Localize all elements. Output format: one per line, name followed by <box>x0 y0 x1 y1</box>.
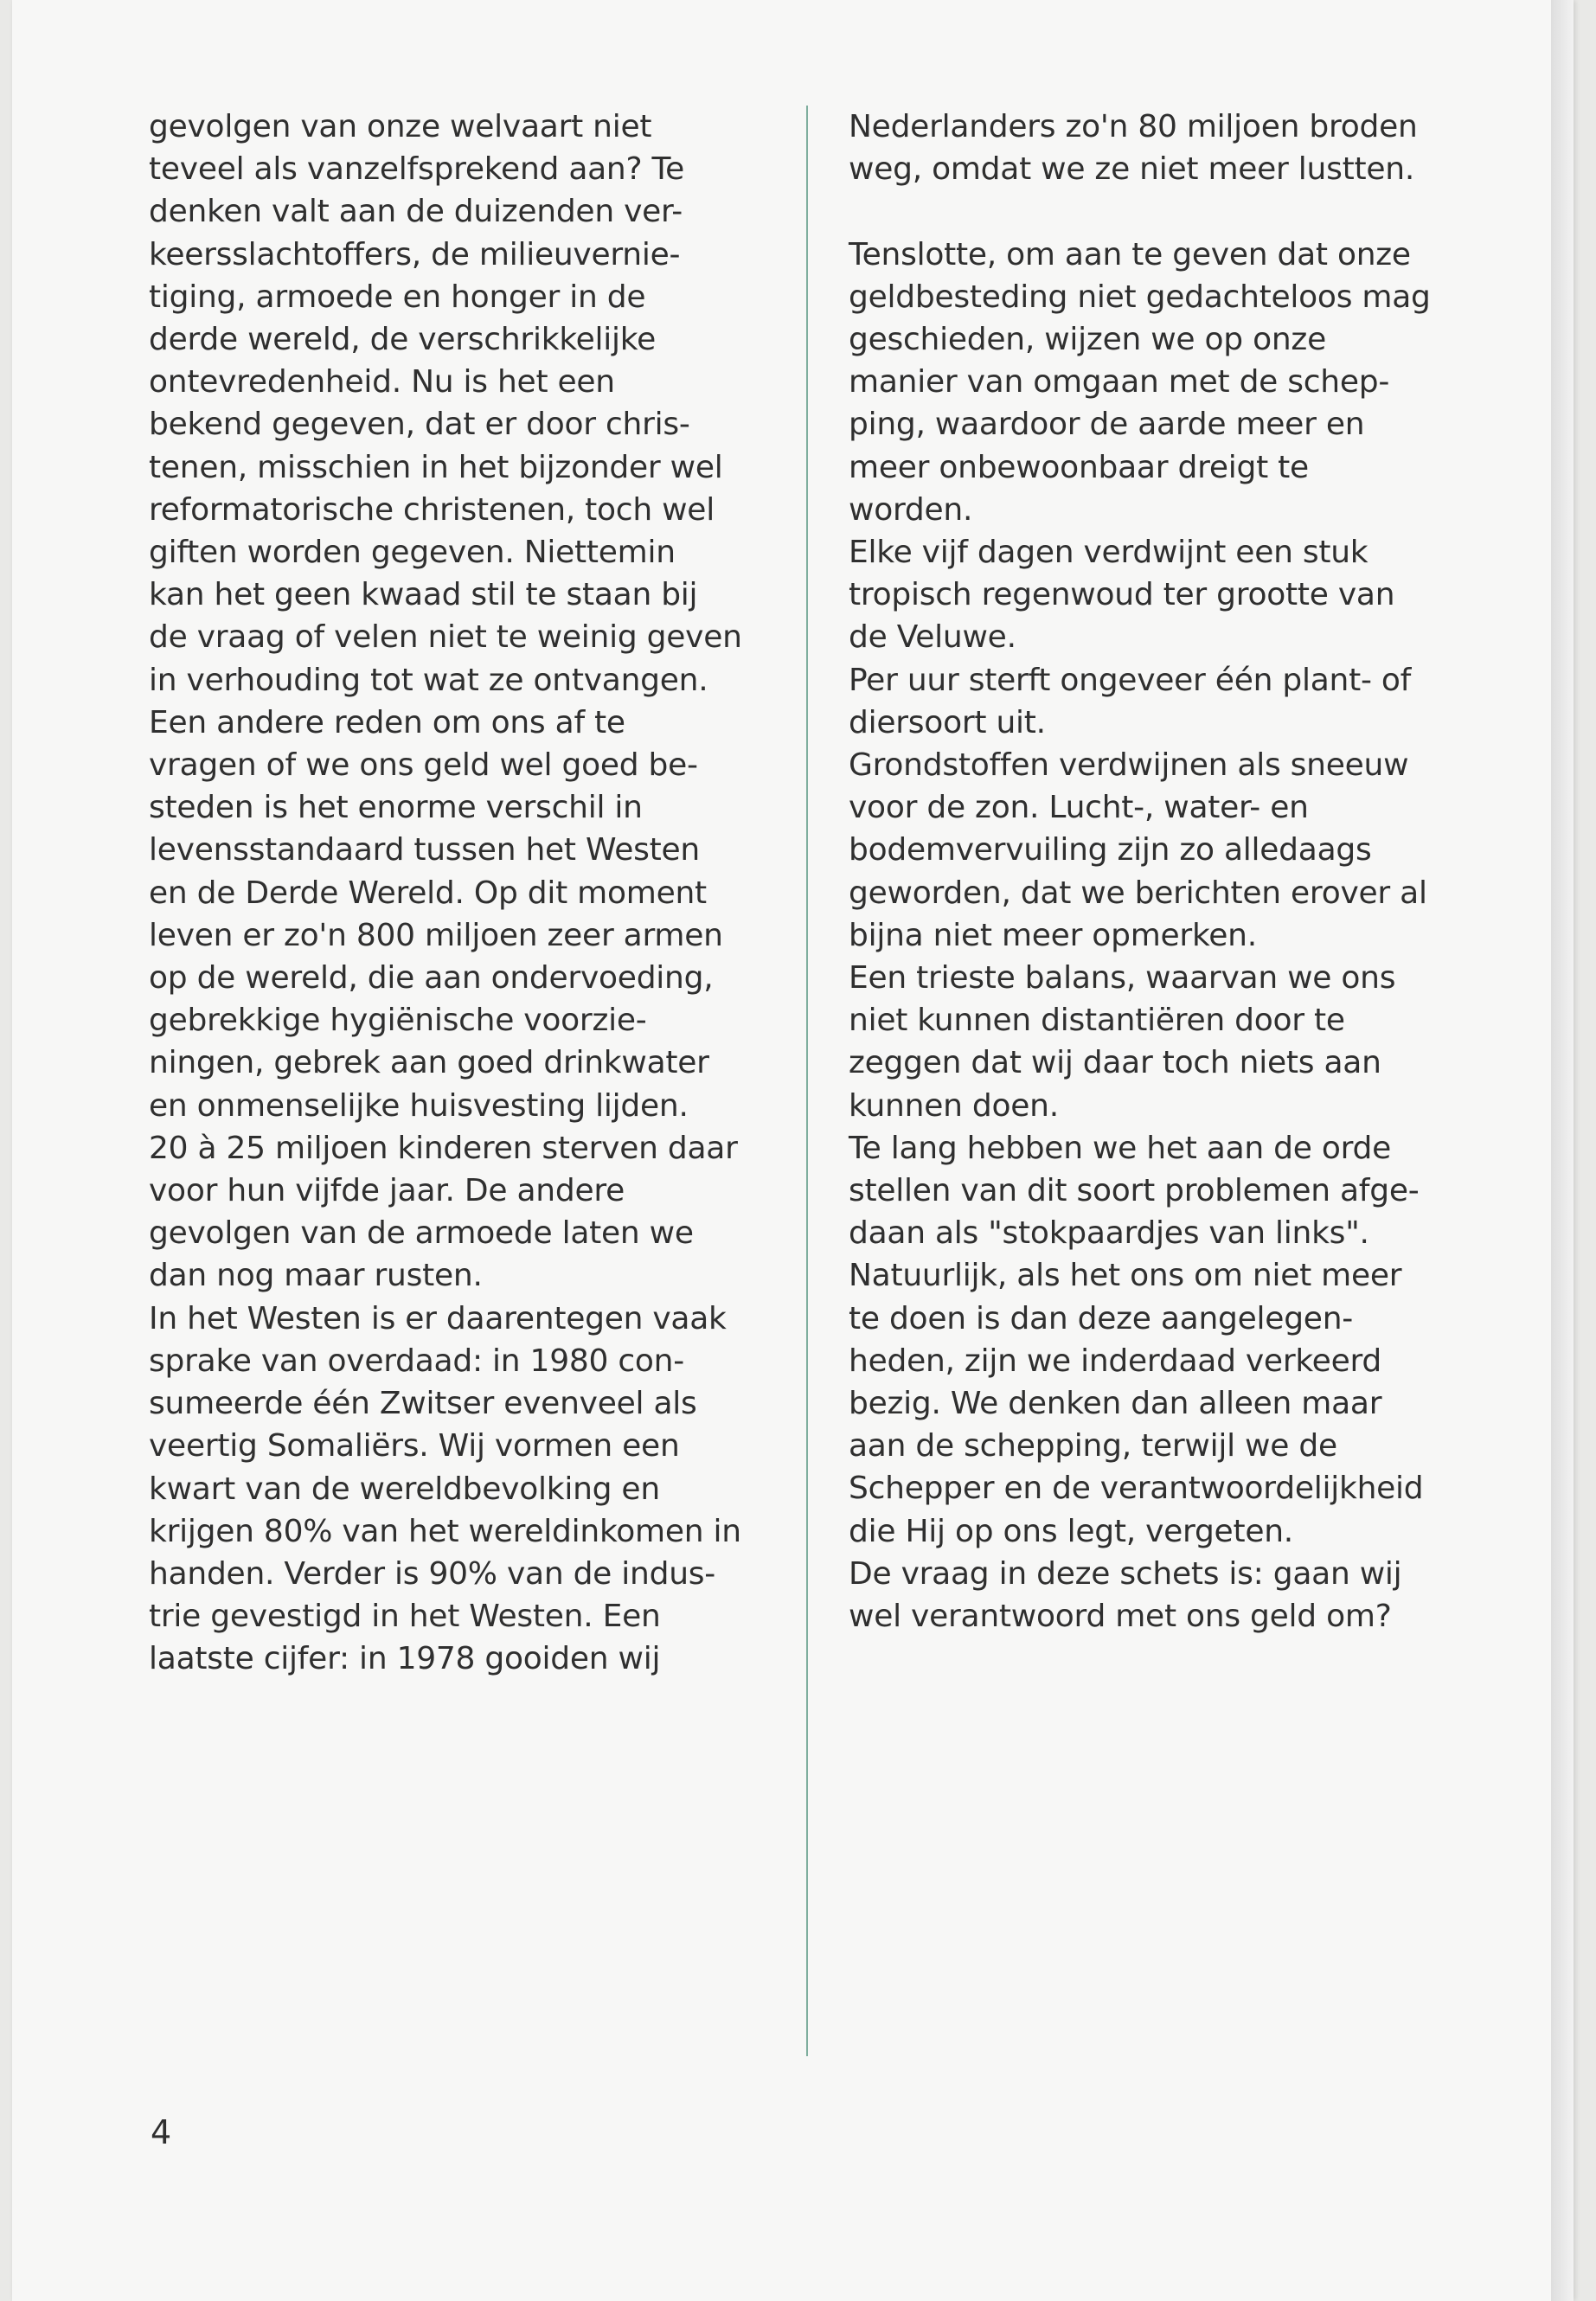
text-line: meer onbewoonbaar dreigt te <box>849 449 1309 485</box>
text-line: op de wereld, die aan ondervoeding, <box>149 960 714 997</box>
text-line: gevolgen van de armoede laten we <box>149 1215 694 1252</box>
text-line: heden, zijn we inderdaad verkeerd <box>849 1343 1382 1379</box>
text-line: aan de schepping, terwijl we de <box>849 1428 1337 1465</box>
text-line: niet kunnen distantiëren door te <box>849 1003 1345 1039</box>
text-line: bijna niet meer opmerken. <box>849 917 1257 953</box>
right-paragraph-top <box>849 106 1471 190</box>
text-line: teveel als vanzelfsprekend aan? Te <box>149 151 685 188</box>
text-line: voor de zon. Lucht-, water- en <box>849 790 1309 826</box>
text-line: sprake van overdaad: in 1980 con- <box>149 1343 684 1379</box>
text-line: de Veluwe. <box>849 619 1016 656</box>
text-line: gebrekkige hygiënische voorzie- <box>149 1003 647 1039</box>
text-line: gevolgen van onze welvaart niet <box>149 109 652 144</box>
text-line: denken valt aan de duizenden ver- <box>149 194 683 230</box>
page-edge <box>1551 0 1574 2301</box>
text-line: levensstandaard tussen het Westen <box>149 832 700 868</box>
text-line: wel verantwoord met ons geld om? <box>849 1599 1392 1635</box>
text-line: trie gevestigd in het Westen. Een <box>149 1599 661 1635</box>
text-line: kwart van de wereldbevolking en <box>149 1471 660 1507</box>
right-column <box>849 106 1471 1638</box>
text-line: krijgen 80% van het wereldinkomen in <box>149 1513 741 1549</box>
text-line: veertig Somaliërs. Wij vormen een <box>149 1428 680 1465</box>
text-line: tropisch regenwoud ter grootte van <box>849 577 1395 613</box>
text-line: ontevredenheid. Nu is het een <box>149 364 615 401</box>
text-line: Tenslotte, om aan te geven dat onze <box>849 236 1411 272</box>
text-line: Een andere reden om ons af te <box>149 704 625 740</box>
text-line: bekend gegeven, dat er door chris- <box>149 407 690 443</box>
text-line: tenen, misschien in het bijzonder wel <box>149 449 723 485</box>
text-line: giften worden gegeven. Niettemin <box>149 535 676 571</box>
text-line: laatste cijfer: in 1978 gooiden wij <box>149 1641 661 1677</box>
text-line: sumeerde één Zwitser evenveel als <box>149 1386 697 1422</box>
document-page <box>12 0 1574 2301</box>
text-line: geldbesteding niet gedachteloos mag <box>849 279 1431 315</box>
text-line: voor hun vijfde jaar. De andere <box>149 1173 625 1209</box>
text-line: in verhouding tot wat ze ontvangen. <box>149 662 708 698</box>
text-line: worden. <box>849 491 973 528</box>
right-paragraph-bottom <box>849 234 1471 1638</box>
text-line: geworden, dat we berichten erover al <box>849 875 1427 911</box>
text-line: tiging, armoede en honger in de <box>149 279 646 315</box>
text-line: vragen of we ons geld wel goed be- <box>149 747 698 784</box>
text-line: dan nog maar rusten. <box>149 1258 483 1294</box>
text-line: kunnen doen. <box>849 1087 1059 1124</box>
text-line: keersslachtoffers, de milieuvernie- <box>149 236 681 272</box>
text-line: Natuurlijk, als het ons om niet meer <box>849 1258 1402 1294</box>
text-line: stellen van dit soort problemen afge- <box>849 1173 1420 1209</box>
text-line: ningen, gebrek aan goed drinkwater <box>149 1045 709 1081</box>
text-line: kan het geen kwaad stil te staan bij <box>149 577 698 613</box>
text-line: reformatorische christenen, toch wel <box>149 491 715 528</box>
left-column <box>149 106 776 1681</box>
paragraph-gap <box>849 190 1471 233</box>
text-line: en onmenselijke huisvesting lijden. <box>149 1087 689 1124</box>
page-number: 4 <box>151 2113 172 2151</box>
text-line: bodemvervuiling zijn zo alledaags <box>849 832 1372 868</box>
text-line: steden is het enorme verschil in <box>149 790 643 826</box>
text-line: In het Westen is er daarentegen vaak <box>149 1300 727 1336</box>
text-line: Elke vijf dagen verdwijnt een stuk <box>849 535 1368 571</box>
text-line: diersoort uit. <box>849 704 1046 740</box>
text-line: Grondstoffen verdwijnen als sneeuw <box>849 747 1409 784</box>
text-line: manier van omgaan met de schep- <box>849 364 1390 401</box>
text-line: bezig. We denken dan alleen maar <box>849 1386 1382 1422</box>
text-line: derde wereld, de verschrikkelijke <box>149 322 656 358</box>
column-divider <box>806 106 808 2056</box>
text-line: daan als "stokpaardjes van links". <box>849 1215 1369 1252</box>
text-line: weg, omdat we ze niet meer lustten. <box>849 151 1415 188</box>
text-line: leven er zo'n 800 miljoen zeer armen <box>149 917 723 953</box>
text-line: De vraag in deze schets is: gaan wij <box>849 1555 1402 1592</box>
text-line: 20 à 25 miljoen kinderen sterven daar <box>149 1130 738 1166</box>
text-line: Per uur sterft ongeveer één plant- of <box>849 662 1412 698</box>
text-line: en de Derde Wereld. Op dit moment <box>149 875 707 911</box>
text-line: die Hij op ons legt, vergeten. <box>849 1513 1293 1549</box>
text-line: de vraag of velen niet te weinig geven <box>149 619 742 656</box>
text-line: Een trieste balans, waarvan we ons <box>849 960 1396 997</box>
text-line: ping, waardoor de aarde meer en <box>849 407 1365 443</box>
text-line: zeggen dat wij daar toch niets aan <box>849 1045 1381 1081</box>
text-line: Te lang hebben we het aan de orde <box>849 1130 1392 1166</box>
text-line: geschieden, wijzen we op onze <box>849 322 1326 357</box>
text-line: Nederlanders zo'n 80 miljoen broden <box>849 109 1418 144</box>
text-line: Schepper en de verantwoordelijkheid <box>849 1471 1424 1507</box>
text-line: te doen is dan deze aangelegen- <box>849 1300 1353 1336</box>
text-line: handen. Verder is 90% van de indus- <box>149 1555 715 1592</box>
